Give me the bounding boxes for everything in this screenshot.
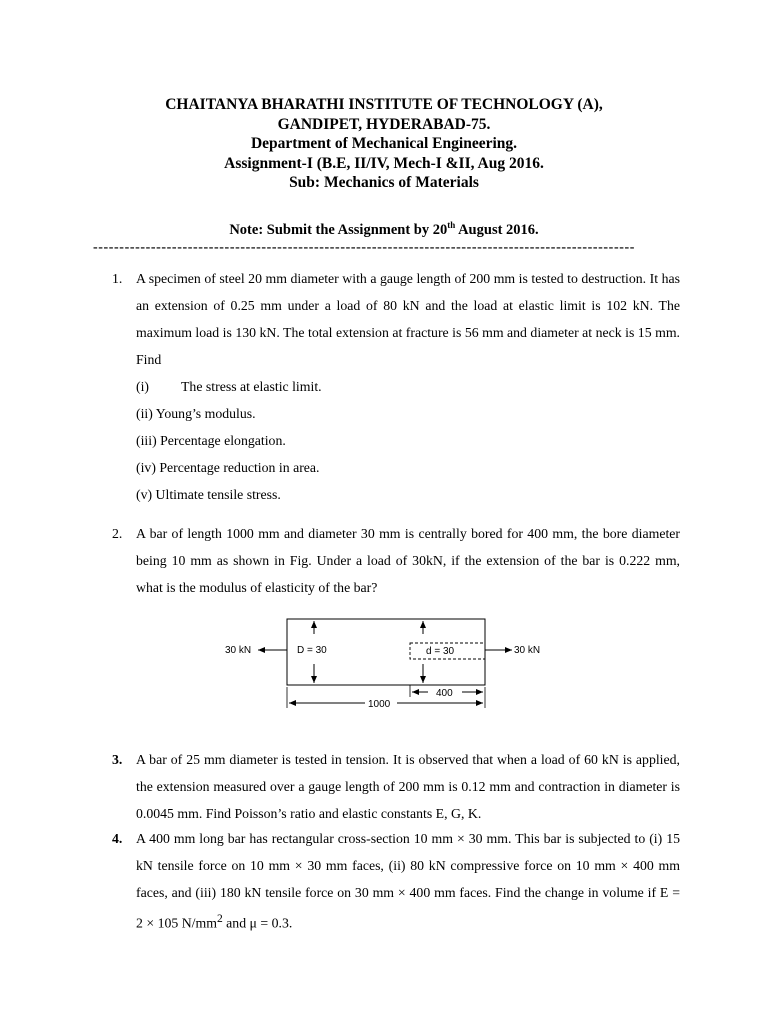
note-prefix: Note: Submit the Assignment by 20 [229, 221, 448, 238]
bore-diameter-label: d = 30 [426, 646, 455, 657]
question-2 [112, 520, 680, 601]
question-part [136, 373, 680, 400]
question-3 [112, 746, 680, 827]
submission-note [0, 220, 768, 239]
part-label: (i) [136, 379, 150, 394]
right-load-label: 30 kN [514, 645, 541, 656]
question-part: (iii) Percentage elongation. [136, 433, 286, 448]
question-number: 2. [112, 526, 123, 541]
outer-diameter-label: D = 30 [297, 645, 327, 656]
bar-figure [220, 612, 560, 712]
question-4 [112, 825, 680, 937]
question-part: (ii) Young’s modulus. [136, 406, 256, 421]
separator-line: ------------------------------------------------------------------------------------------------------- [93, 240, 635, 255]
question-text: A specimen of steel 20 mm diameter with a gauge length of 200 mm is tested to destruction. It has an extension of 0.25 mm under a load of 80 kN and the load at elastic limit is 102 kN. The maximum load is 130 kN. The total extension at fracture is 56 mm and diameter at neck is 15 mm. Find [136, 271, 680, 367]
question-text-end: and μ = 0.3. [222, 915, 293, 931]
assignment-title: Assignment-I (B.E, II/IV, Mech-I &II, Aug 2016. [224, 154, 544, 172]
total-length-label: 1000 [368, 699, 391, 710]
left-load-label: 30 kN [225, 645, 252, 656]
institute-name: CHAITANYA BHARATHI INSTITUTE OF TECHNOLOGY (A), [165, 96, 603, 113]
institute-location: GANDIPET, HYDERABAD-75. [277, 115, 491, 133]
question-number: 4. [112, 831, 123, 846]
question-superscript: 2 [216, 913, 223, 925]
question-part: (iv) Percentage reduction in area. [136, 460, 320, 475]
subject-title: Sub: Mechanics of Materials [289, 174, 479, 191]
question-part: (v) Ultimate tensile stress. [136, 487, 281, 502]
department-name: Department of Mechanical Engineering. [250, 135, 518, 152]
question-number: 3. [112, 752, 123, 767]
header [0, 95, 768, 193]
question-text: A 400 mm long bar has rectangular cross-section 10 mm × 30 mm. This bar is subjected to (i) 15 kN tensile force on 10 mm × 30 mm faces, (ii) 80 kN compressive force on 10 mm × 400 mm faces, and (iii) 180 kN tensile force on 30 mm × 400 mm faces. Find the change in volume if E = 2 × 105 N/mm [136, 831, 680, 931]
question-number: 1. [112, 271, 123, 286]
note-suffix: August 2016. [455, 221, 539, 238]
bore-length-label: 400 [436, 688, 453, 699]
question-text: A bar of 25 mm diameter is tested in tension. It is observed that when a load of 60 kN is applied, the extension measured over a gauge length of 200 mm is 0.12 mm and contraction in diameter is 0.0045 mm. Find Poisson’s ratio and elastic constants E, G, K. [136, 752, 680, 821]
question-text: A bar of length 1000 mm and diameter 30 mm is centrally bored for 400 mm, the bore diameter being 10 mm as shown in Fig. Under a load of 30kN, if the extension of the bar is 0.222 mm, what is the modulus of elasticity of the bar? [136, 526, 680, 595]
part-text: The stress at elastic limit. [181, 379, 322, 394]
note-superscript: th [447, 220, 456, 230]
question-1 [112, 265, 680, 508]
